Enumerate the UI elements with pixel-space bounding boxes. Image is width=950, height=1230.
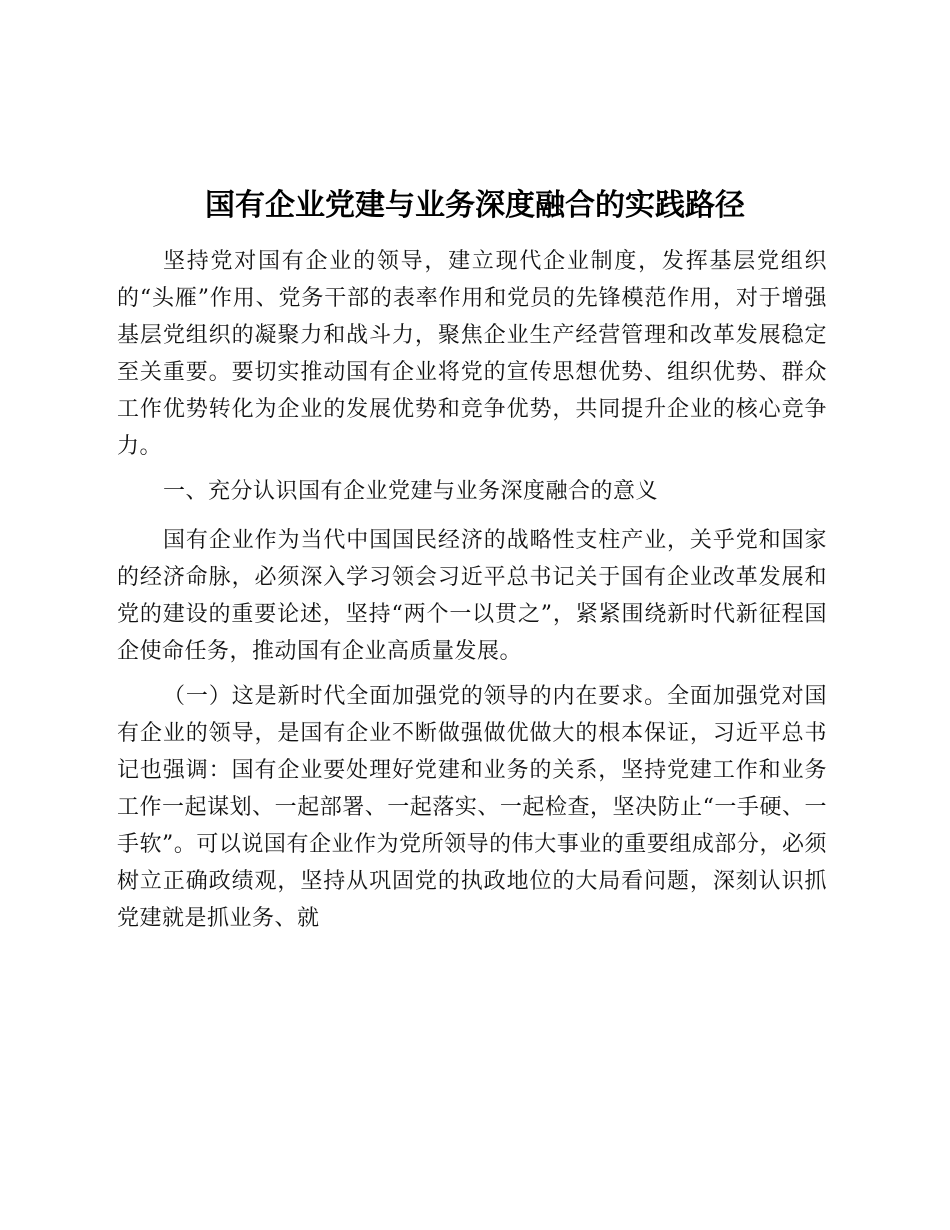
subsection-paragraph: （一）这是新时代全面加强党的领导的内在要求。全面加强党对国有企业的领导，是国有企业不断做强做优做大的根本保证，习近平总书记也强调：国有企业要处理好党建和业务的关系，坚持党建工作和业务工作一起谋划、一起部署、一起落实、一起检查，坚决防止“一手硬、一手软”。可以说国有企业作为党所领导的伟大事业的重要组成部分，必须树立正确政绩观，坚持从巩固党的执政地位的大局看问题，深刻认识抓党建就是抓业务、就 xyxy=(117,684,827,931)
section-heading: 一、充分认识国有企业党建与业务深度融合的意义 xyxy=(163,479,659,504)
section-paragraph: 国有企业作为当代中国国民经济的战略性支柱产业，关乎党和国家的经济命脉，必须深入学习领会习近平总书记关于国有企业改革发展和党的建设的重要论述，坚持“两个一以贯之”，紧紧围绕新时代新征程国企使命任务，推动国有企业高质量发展。 xyxy=(117,528,827,664)
document-body xyxy=(117,243,827,945)
intro-paragraph: 坚持党对国有企业的领导，建立现代企业制度，发挥基层党组织的“头雁”作用、党务干部的表率作用和党员的先锋模范作用，对于增强基层党组织的凝聚力和战斗力，聚焦企业生产经营管理和改革发展稳定至关重要。要切实推动国有企业将党的宣传思想优势、组织优势、群众工作优势转化为企业的发展优势和竞争优势，共同提升企业的核心竞争力。 xyxy=(117,249,827,459)
document-title: 国有企业党建与业务深度融合的实践路径 xyxy=(205,188,745,223)
